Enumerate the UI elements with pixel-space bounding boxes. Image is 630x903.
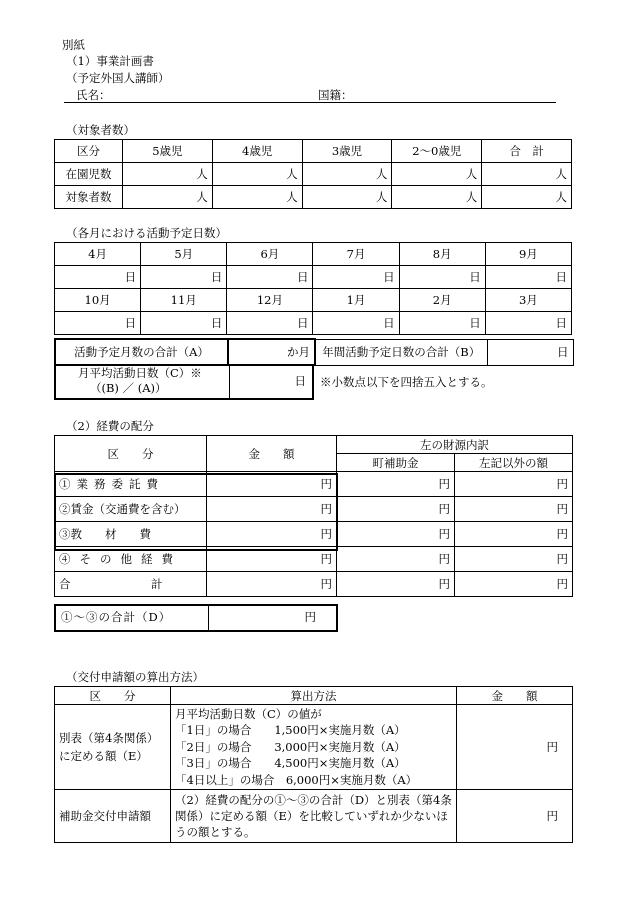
count-cell[interactable]: 人 [302, 186, 392, 209]
other-cell[interactable]: 円 [455, 522, 573, 547]
count-cell[interactable]: 人 [482, 163, 572, 186]
col-header-source: 左の財源内訳 [337, 436, 573, 454]
subsidy-cell[interactable]: 円 [337, 472, 455, 497]
day-cell[interactable]: 日 [227, 312, 313, 335]
method-line: 「1日」の場合 1,500円×実施月数（A） [175, 723, 406, 738]
month-header: 12月 [227, 289, 313, 312]
name-label: 氏名： [76, 88, 111, 102]
table-row [55, 547, 573, 572]
total-d-label: ①～③の合計（D） [61, 610, 172, 624]
row-label: 対象者数 [55, 186, 123, 209]
table-row [55, 472, 573, 497]
instructor-label: （予定外国人講師） [66, 71, 170, 85]
total-d-label-cell [56, 606, 209, 630]
name-underline [64, 102, 556, 103]
annual-days-value[interactable]: 日 [487, 339, 573, 365]
amount-cell[interactable]: 円 [207, 497, 337, 522]
month-header: 2月 [399, 289, 485, 312]
amount-cell[interactable]: 円 [207, 547, 337, 572]
day-cell[interactable]: 日 [141, 266, 227, 289]
expenses-table [54, 435, 573, 597]
count-cell[interactable]: 人 [212, 186, 302, 209]
expenses-title: （2）経費の配分 [66, 419, 154, 433]
attachment-label: 別紙 [62, 38, 85, 52]
col-header: 4歳児 [212, 140, 302, 163]
expense-total: 合 計 [55, 572, 207, 597]
amount-cell[interactable]: 円 [207, 522, 337, 547]
expense-outsourcing: ①業務委託費 [55, 472, 207, 497]
col-header: 5歳児 [123, 140, 213, 163]
subsidy-cell[interactable]: 円 [337, 572, 455, 597]
count-cell[interactable]: 人 [392, 163, 482, 186]
day-cell[interactable]: 日 [55, 312, 141, 335]
amount-cell[interactable]: 円 [207, 472, 337, 497]
count-cell[interactable]: 人 [482, 186, 572, 209]
col-header: 2～0歳児 [392, 140, 482, 163]
month-header: 4月 [55, 243, 141, 266]
count-cell[interactable]: 人 [302, 163, 392, 186]
row-label-e-line1: 別表（第4条関係） [59, 731, 159, 745]
month-header: 10月 [55, 289, 141, 312]
table-row [55, 497, 573, 522]
table-row [55, 163, 572, 186]
targets-table [54, 139, 572, 209]
calc-table [54, 686, 573, 843]
calc-title: （交付申請額の算出方法） [66, 670, 204, 684]
day-cell[interactable]: 日 [485, 266, 571, 289]
method-line: 月平均活動日数（C）の値が [175, 706, 322, 721]
month-header: 9月 [485, 243, 571, 266]
col-header: 3歳児 [302, 140, 392, 163]
avg-days-box [54, 364, 314, 400]
col-header: 区分 [55, 140, 123, 163]
total-d-box [54, 604, 338, 632]
col-header-category: 区 分 [55, 687, 171, 705]
avg-days-label: 月平均活動日数（C）※ [78, 366, 202, 380]
row-label-e-line2: に定める額（E） [59, 749, 148, 763]
day-cell[interactable]: 日 [313, 312, 399, 335]
total-months-label: 活動予定月数の合計（A） [55, 339, 228, 365]
col-header-category: 区 分 [55, 436, 207, 472]
other-cell[interactable]: 円 [455, 497, 573, 522]
count-cell[interactable]: 人 [392, 186, 482, 209]
row-label-application: 補助金交付申請額 [55, 790, 171, 843]
table-row [55, 705, 573, 790]
count-cell[interactable]: 人 [123, 186, 213, 209]
rounding-note: ※小数点以下を四捨五入とする。 [320, 375, 493, 389]
subsidy-cell[interactable]: 円 [337, 497, 455, 522]
day-cell[interactable]: 日 [399, 312, 485, 335]
day-cell[interactable]: 日 [55, 266, 141, 289]
total-months-value[interactable]: か月 [228, 339, 315, 365]
method-line: 「3日」の場合 4,500円×実施月数（A） [175, 756, 406, 771]
day-cell[interactable]: 日 [227, 266, 313, 289]
month-header: 3月 [485, 289, 571, 312]
totals-table [54, 338, 574, 366]
day-cell[interactable]: 日 [313, 266, 399, 289]
table-row [55, 572, 573, 597]
month-header: 11月 [141, 289, 227, 312]
count-cell[interactable]: 人 [212, 163, 302, 186]
day-cell[interactable]: 日 [485, 312, 571, 335]
amount-application[interactable]: 円 [457, 790, 573, 843]
expense-materials: ③教 材 費 [55, 522, 207, 547]
other-cell[interactable]: 円 [455, 547, 573, 572]
nationality-label: 国籍： [318, 88, 353, 102]
month-header: 5月 [141, 243, 227, 266]
row-label: 在園児数 [55, 163, 123, 186]
amount-cell[interactable]: 円 [207, 572, 337, 597]
col-header-method: 算出方法 [171, 687, 457, 705]
table-row [55, 186, 572, 209]
col-header-subsidy: 町補助金 [337, 454, 455, 472]
row-label-e [55, 705, 171, 790]
expense-wages: ②賃金（交通費を含む） [55, 497, 207, 522]
amount-e[interactable]: 円 [457, 705, 573, 790]
col-header: 合 計 [482, 140, 572, 163]
month-header: 8月 [399, 243, 485, 266]
col-header-amount: 金 額 [207, 436, 337, 472]
subsidy-cell[interactable]: 円 [337, 547, 455, 572]
targets-title: （対象者数） [66, 123, 135, 137]
expense-other: ④その他経費 [55, 547, 207, 572]
avg-days-label-cell [56, 364, 230, 398]
avg-days-value[interactable]: 日 [294, 374, 306, 388]
month-header: 7月 [313, 243, 399, 266]
activity-table [54, 242, 572, 335]
table-row [55, 522, 573, 547]
col-header-other: 左記以外の額 [455, 454, 573, 472]
subsidy-cell[interactable]: 円 [337, 522, 455, 547]
day-cell[interactable]: 日 [399, 266, 485, 289]
total-d-value[interactable]: 円 [304, 610, 316, 624]
activity-title: （各月における活動予定日数） [66, 226, 227, 240]
month-header: 1月 [313, 289, 399, 312]
day-cell[interactable]: 日 [141, 312, 227, 335]
plan-title: （1）事業計画書 [66, 54, 154, 68]
method-line: 「2日」の場合 3,000円×実施月数（A） [175, 739, 406, 754]
method-e [171, 705, 457, 790]
month-header: 6月 [227, 243, 313, 266]
table-row [55, 790, 573, 843]
other-cell[interactable]: 円 [455, 572, 573, 597]
annual-days-label: 年間活動予定日数の合計（B） [315, 339, 487, 365]
other-cell[interactable]: 円 [455, 472, 573, 497]
col-header-amount: 金 額 [457, 687, 573, 705]
avg-days-formula: （(B) ／ (A)） [90, 381, 167, 395]
method-line: 「4日以上」の場合 6,000円×実施月数（A） [175, 772, 418, 787]
method-application: （2）経費の配分の①～③の合計（D）と別表（第4条関係）に定める額（E）を比較していずれか少ないほうの額とする。 [171, 790, 457, 843]
count-cell[interactable]: 人 [123, 163, 213, 186]
